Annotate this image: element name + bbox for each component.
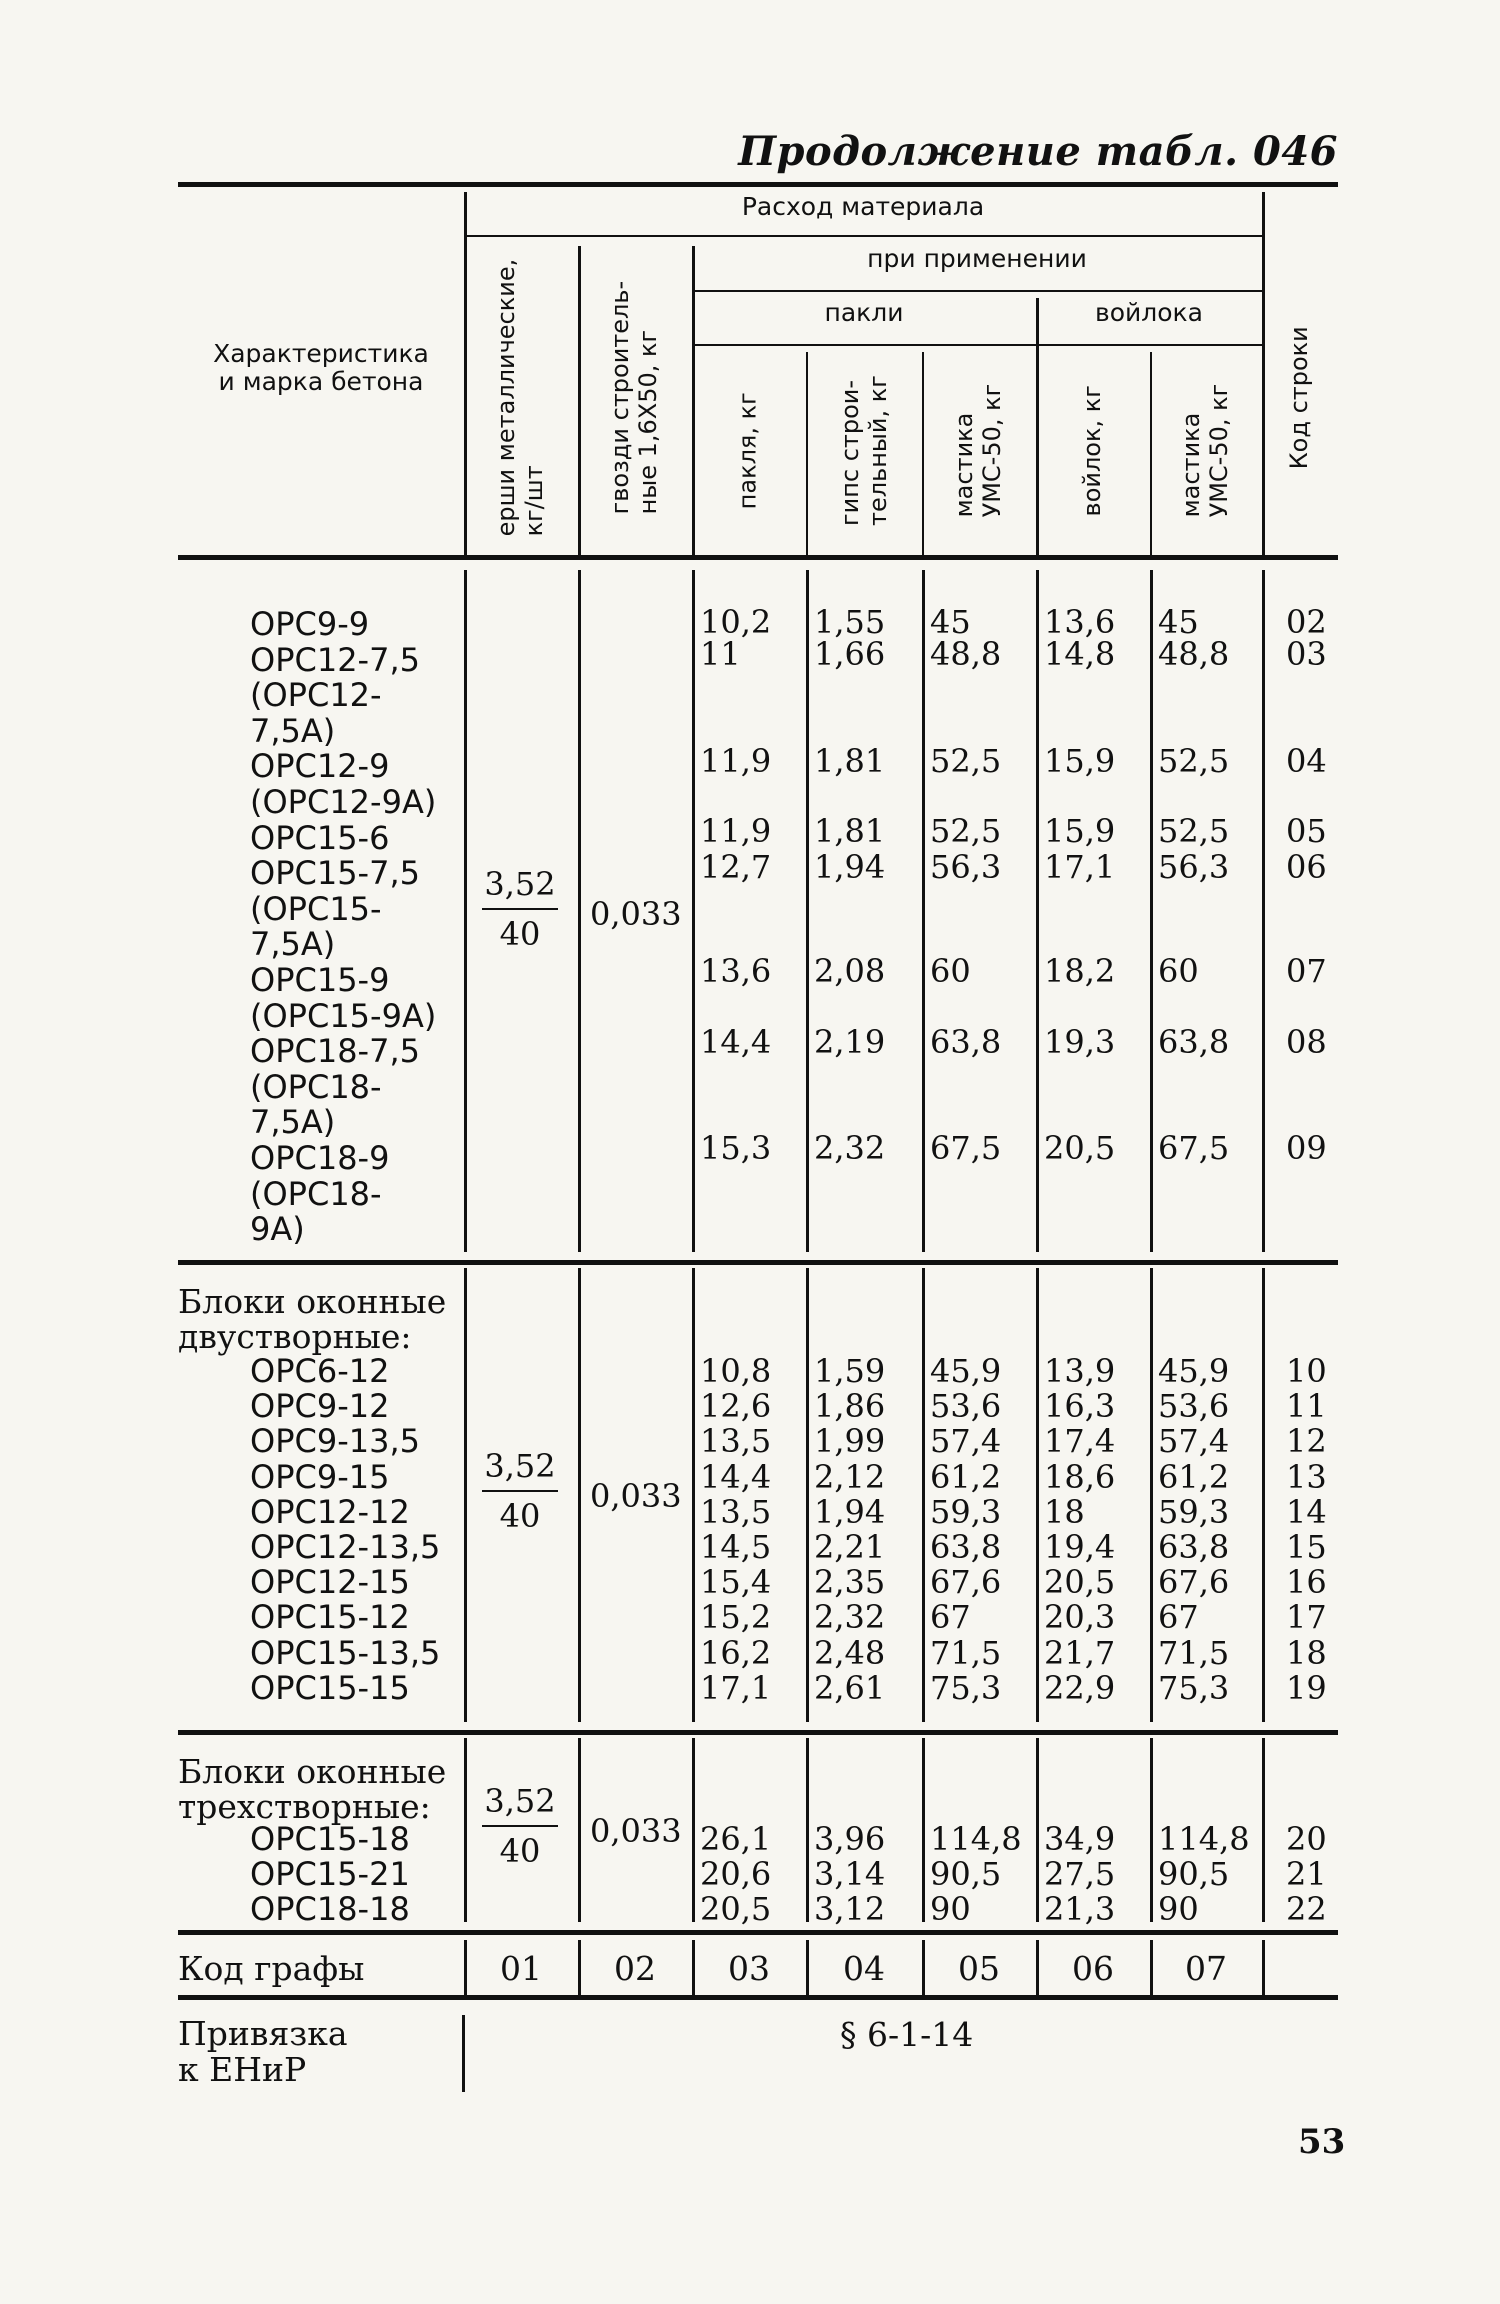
cell-value: 45,9 — [1158, 1352, 1230, 1390]
cell-value: 90,5 — [930, 1855, 1002, 1893]
ershi-fraction — [482, 865, 558, 953]
cell-value: 1,99 — [814, 1422, 886, 1461]
header-characteristic: Характеристика и марка бетона — [213, 339, 429, 396]
cell-value: 2,19 — [814, 1023, 886, 1061]
item-name: ОРС12-9 — [250, 747, 390, 786]
cell-value: 15,9 — [1044, 742, 1116, 780]
header-voiloka: войлока — [1095, 298, 1203, 327]
cell-value: 71,5 — [930, 1633, 1002, 1672]
cell-value: 19,4 — [1044, 1528, 1116, 1566]
column-divider — [578, 1268, 581, 1722]
cell-value: 2,48 — [814, 1633, 886, 1672]
header-paklya-text: пакля, кг — [734, 392, 763, 510]
cell-value: 18 — [1044, 1492, 1085, 1531]
cell-value: 1,55 — [814, 603, 886, 641]
item-name: ОРС12-7,5 — [250, 640, 420, 679]
cell-value: 57,4 — [1158, 1422, 1230, 1461]
item-name: ОРС15-12 — [250, 1598, 410, 1637]
cell-value: 14 — [1286, 1492, 1327, 1531]
cell-value: 2,32 — [814, 1598, 886, 1637]
header-mastika-pakli — [922, 352, 1036, 550]
item-name: ОРС15-7,5 — [250, 854, 420, 893]
cell-value: 67,6 — [1158, 1563, 1230, 1602]
header-gvozdi — [578, 246, 692, 550]
cell-value: 2,21 — [814, 1528, 886, 1566]
cell-value: 11 — [1286, 1387, 1327, 1426]
column-divider — [692, 1738, 695, 1922]
cell-value: 14,4 — [700, 1457, 772, 1496]
item-name: ОРС9-12 — [250, 1387, 390, 1426]
cell-value: 3,96 — [814, 1820, 886, 1858]
cell-value: 114,8 — [930, 1820, 1022, 1858]
cell-value: 34,9 — [1044, 1820, 1116, 1858]
cell-value: 15,2 — [700, 1598, 772, 1637]
cell-value: 20 — [1286, 1820, 1327, 1858]
cell-value: 52,5 — [1158, 742, 1230, 780]
cell-value: 02 — [1286, 603, 1327, 641]
cell-value: 59,3 — [930, 1492, 1002, 1531]
cell-value: 15,4 — [700, 1563, 772, 1602]
cell-value: 21,3 — [1044, 1890, 1116, 1928]
cell-value: 52,5 — [930, 742, 1002, 780]
header-kod-stroki-text: Код строки — [1285, 326, 1314, 470]
cell-value: 1,94 — [814, 1492, 886, 1531]
privyazka-label: Привязка к ЕНиР — [178, 2014, 348, 2089]
column-code: 01 — [500, 1949, 542, 1988]
gvozdi-value: 0,033 — [590, 1477, 682, 1515]
cell-value: 06 — [1286, 848, 1327, 886]
header-voilok — [1036, 352, 1150, 550]
cell-value: 63,8 — [930, 1023, 1002, 1061]
cell-value: 15,9 — [1044, 812, 1116, 850]
cell-value: 60 — [1158, 952, 1199, 990]
cell-value: 1,81 — [814, 742, 886, 780]
cell-value: 3,14 — [814, 1855, 886, 1893]
cell-value: 2,61 — [814, 1668, 886, 1707]
item-name: ОРС6-12 — [250, 1352, 390, 1390]
item-name: (ОРС12- — [250, 676, 382, 715]
cell-value: 53,6 — [1158, 1387, 1230, 1426]
cell-value: 20,5 — [1044, 1129, 1116, 1167]
item-name: ОРС18-9 — [250, 1139, 390, 1177]
cell-value: 08 — [1286, 1023, 1327, 1061]
item-name: ОРС15-21 — [250, 1855, 410, 1893]
item-name: (ОРС18- — [250, 1067, 382, 1106]
item-name: ОРС15-18 — [250, 1820, 410, 1858]
cell-value: 13,5 — [700, 1492, 772, 1531]
gvozdi-value: 0,033 — [590, 1812, 682, 1850]
item-name: ОРС9-13,5 — [250, 1422, 420, 1461]
cell-value: 90 — [930, 1890, 971, 1928]
cell-value: 19 — [1286, 1668, 1327, 1707]
column-divider — [692, 570, 695, 1252]
cell-value: 14,4 — [700, 1023, 772, 1061]
cell-value: 21,7 — [1044, 1633, 1116, 1672]
cell-value: 75,3 — [1158, 1668, 1230, 1707]
cell-value: 71,5 — [1158, 1633, 1230, 1672]
header-mastika-pakli-text: мастика УМС-50, кг — [950, 384, 1006, 518]
cell-value: 63,8 — [1158, 1023, 1230, 1061]
column-divider — [578, 1738, 581, 1922]
column-code: 04 — [843, 1949, 885, 1988]
cell-value: 13,9 — [1044, 1352, 1116, 1390]
cell-value: 17 — [1286, 1598, 1327, 1637]
header-mastika-voiloka — [1150, 352, 1262, 550]
cell-value: 67,5 — [930, 1129, 1002, 1167]
cell-value: 1,81 — [814, 812, 886, 850]
item-name: 7,5А) — [250, 1103, 336, 1142]
ershi-fraction — [482, 1447, 558, 1535]
cell-value: 18,6 — [1044, 1457, 1116, 1496]
ershi-numerator: 3,52 — [484, 865, 556, 903]
cell-value: 09 — [1286, 1129, 1327, 1167]
cell-value: 57,4 — [930, 1422, 1002, 1461]
item-name: ОРС12-15 — [250, 1563, 410, 1602]
cell-value: 12 — [1286, 1422, 1327, 1461]
rule-line — [178, 182, 1338, 187]
cell-value: 12,6 — [700, 1387, 772, 1426]
cell-value: 22 — [1286, 1890, 1327, 1928]
fraction-bar — [482, 908, 558, 910]
column-divider — [464, 1738, 467, 1922]
cell-value: 14,5 — [700, 1528, 772, 1566]
header-gvozdi-text: гвозди строитель- ные 1,6Х50, кг — [606, 281, 663, 515]
column-code: 06 — [1072, 1949, 1114, 1988]
cell-value: 10 — [1286, 1352, 1327, 1390]
header-ershi-text: ерши металлические, кг/шт — [492, 259, 548, 537]
cell-value: 15 — [1286, 1528, 1327, 1566]
ershi-fraction — [482, 1782, 558, 1870]
header-kod-stroki — [1262, 246, 1338, 550]
item-name: ОРС12-12 — [250, 1492, 410, 1531]
rule-line — [692, 344, 1262, 346]
rule-line — [692, 290, 1262, 292]
cell-value: 1,86 — [814, 1387, 886, 1426]
cell-value: 17,4 — [1044, 1422, 1116, 1461]
cell-value: 3,12 — [814, 1890, 886, 1928]
fraction-bar — [482, 1825, 558, 1827]
cell-value: 16,3 — [1044, 1387, 1116, 1426]
header-mastika-voiloka-text: мастика УМС-50, кг — [1177, 384, 1233, 518]
cell-value: 1,59 — [814, 1352, 886, 1390]
rule-line — [178, 555, 1338, 560]
item-name: ОРС15-9 — [250, 961, 390, 999]
cell-value: 13 — [1286, 1457, 1327, 1496]
cell-value: 13,6 — [1044, 603, 1116, 641]
cell-value: 21 — [1286, 1855, 1327, 1893]
ershi-denominator: 40 — [499, 1832, 541, 1870]
rule-line — [464, 235, 1262, 237]
header-pakli: пакли — [824, 298, 904, 327]
header-when-using: при применении — [867, 244, 1087, 273]
cell-value: 10,2 — [700, 603, 772, 641]
cell-value: 20,6 — [700, 1855, 772, 1893]
cell-value: 56,3 — [930, 848, 1002, 886]
cell-value: 20,5 — [700, 1890, 772, 1928]
header-ershi — [464, 246, 578, 550]
cell-value: 1,94 — [814, 848, 886, 886]
item-name: 7,5А) — [250, 925, 336, 964]
column-divider — [578, 570, 581, 1252]
rule-line — [178, 1995, 1338, 2000]
column-divider — [462, 2015, 465, 2092]
cell-value: 90 — [1158, 1890, 1199, 1928]
cell-value: 13,6 — [700, 952, 772, 990]
rule-line — [178, 1930, 1338, 1935]
cell-value: 11,9 — [700, 742, 772, 780]
kod-grafy-label: Код графы — [178, 1949, 365, 1988]
cell-value: 27,5 — [1044, 1855, 1116, 1893]
item-name: (ОРС15- — [250, 889, 382, 928]
cell-value: 61,2 — [1158, 1457, 1230, 1496]
item-name: ОРС15-15 — [250, 1668, 410, 1707]
cell-value: 18,2 — [1044, 952, 1116, 990]
cell-value: 17,1 — [700, 1668, 772, 1707]
fraction-bar — [482, 1490, 558, 1492]
cell-value: 90,5 — [1158, 1855, 1230, 1893]
item-name: (ОРС12-9А) — [250, 783, 437, 821]
item-name: (ОРС18- — [250, 1174, 382, 1213]
cell-value: 05 — [1286, 812, 1327, 850]
cell-value: 19,3 — [1044, 1023, 1116, 1061]
cell-value: 2,12 — [814, 1457, 886, 1496]
cell-value: 2,32 — [814, 1129, 886, 1167]
column-code: 07 — [1185, 1949, 1227, 1988]
header-gips — [806, 352, 922, 550]
enir-reference: § 6-1-14 — [840, 2015, 974, 2054]
cell-value: 13,5 — [700, 1422, 772, 1461]
gvozdi-value: 0,033 — [590, 895, 682, 933]
cell-value: 52,5 — [1158, 812, 1230, 850]
cell-value: 1,66 — [814, 635, 886, 673]
rule-line — [178, 1260, 1338, 1265]
cell-value: 114,8 — [1158, 1820, 1250, 1858]
cell-value: 48,8 — [930, 635, 1002, 673]
cell-value: 14,8 — [1044, 635, 1116, 673]
cell-value: 48,8 — [1158, 635, 1230, 673]
item-name: 9А) — [250, 1210, 305, 1249]
rule-line — [178, 1730, 1338, 1735]
header-material-consumption: Расход материала — [741, 192, 985, 221]
page-number: 53 — [1298, 2122, 1346, 2162]
column-code: 02 — [614, 1949, 656, 1988]
ershi-denominator: 40 — [499, 915, 541, 953]
item-name: 7,5А) — [250, 711, 336, 750]
item-name: ОРС15-6 — [250, 818, 390, 857]
cell-value: 17,1 — [1044, 848, 1116, 886]
ershi-denominator: 40 — [499, 1497, 541, 1535]
cell-value: 45,9 — [930, 1352, 1002, 1390]
column-code: 03 — [728, 1949, 770, 1988]
cell-value: 45 — [930, 603, 971, 641]
header-voilok-text: войлок, кг — [1078, 385, 1107, 517]
cell-value: 10,8 — [700, 1352, 772, 1390]
cell-value: 20,5 — [1044, 1563, 1116, 1602]
column-divider — [464, 570, 467, 1252]
cell-value: 67 — [1158, 1598, 1199, 1637]
cell-value: 11,9 — [700, 812, 772, 850]
item-name: ОРС9-15 — [250, 1457, 390, 1496]
cell-value: 60 — [930, 952, 971, 990]
header-gips-text: гипс строи- тельный, кг — [835, 375, 891, 527]
cell-value: 59,3 — [1158, 1492, 1230, 1531]
header-paklya — [692, 352, 806, 550]
column-divider — [692, 1268, 695, 1722]
item-name: ОРС9-9 — [250, 605, 370, 643]
cell-value: 53,6 — [930, 1387, 1002, 1426]
cell-value: 67,6 — [930, 1563, 1002, 1602]
cell-value: 16,2 — [700, 1633, 772, 1672]
cell-value: 22,9 — [1044, 1668, 1116, 1707]
cell-value: 2,08 — [814, 952, 886, 990]
cell-value: 03 — [1286, 635, 1327, 673]
column-code: 05 — [958, 1949, 1000, 1988]
cell-value: 61,2 — [930, 1457, 1002, 1496]
column-divider — [1262, 1940, 1265, 1995]
cell-value: 75,3 — [930, 1668, 1002, 1707]
cell-value: 15,3 — [700, 1129, 772, 1167]
group-title: Блоки оконные двустворные: — [178, 1282, 447, 1356]
cell-value: 52,5 — [930, 812, 1002, 850]
table-caption: Продолжение табл. 046 — [738, 128, 1338, 175]
item-name: ОРС18-7,5 — [250, 1032, 420, 1071]
column-divider — [464, 1268, 467, 1722]
ershi-numerator: 3,52 — [484, 1782, 556, 1820]
cell-value: 63,8 — [1158, 1528, 1230, 1566]
cell-value: 26,1 — [700, 1820, 772, 1858]
cell-value: 18 — [1286, 1633, 1327, 1672]
cell-value: 07 — [1286, 952, 1327, 990]
cell-value: 56,3 — [1158, 848, 1230, 886]
cell-value: 16 — [1286, 1563, 1327, 1602]
cell-value: 20,3 — [1044, 1598, 1116, 1637]
cell-value: 67 — [930, 1598, 971, 1637]
group-title: Блоки оконные трехстворные: — [178, 1752, 447, 1826]
cell-value: 2,35 — [814, 1563, 886, 1602]
cell-value: 45 — [1158, 603, 1199, 641]
item-name: ОРС18-18 — [250, 1890, 410, 1928]
item-name: (ОРС15-9А) — [250, 996, 437, 1035]
ershi-numerator: 3,52 — [484, 1447, 556, 1485]
cell-value: 63,8 — [930, 1528, 1002, 1566]
item-name: ОРС15-13,5 — [250, 1633, 441, 1672]
cell-value: 67,5 — [1158, 1129, 1230, 1167]
item-name: ОРС12-13,5 — [250, 1528, 441, 1566]
cell-value: 04 — [1286, 742, 1327, 780]
cell-value: 11 — [700, 635, 741, 673]
cell-value: 12,7 — [700, 848, 772, 886]
